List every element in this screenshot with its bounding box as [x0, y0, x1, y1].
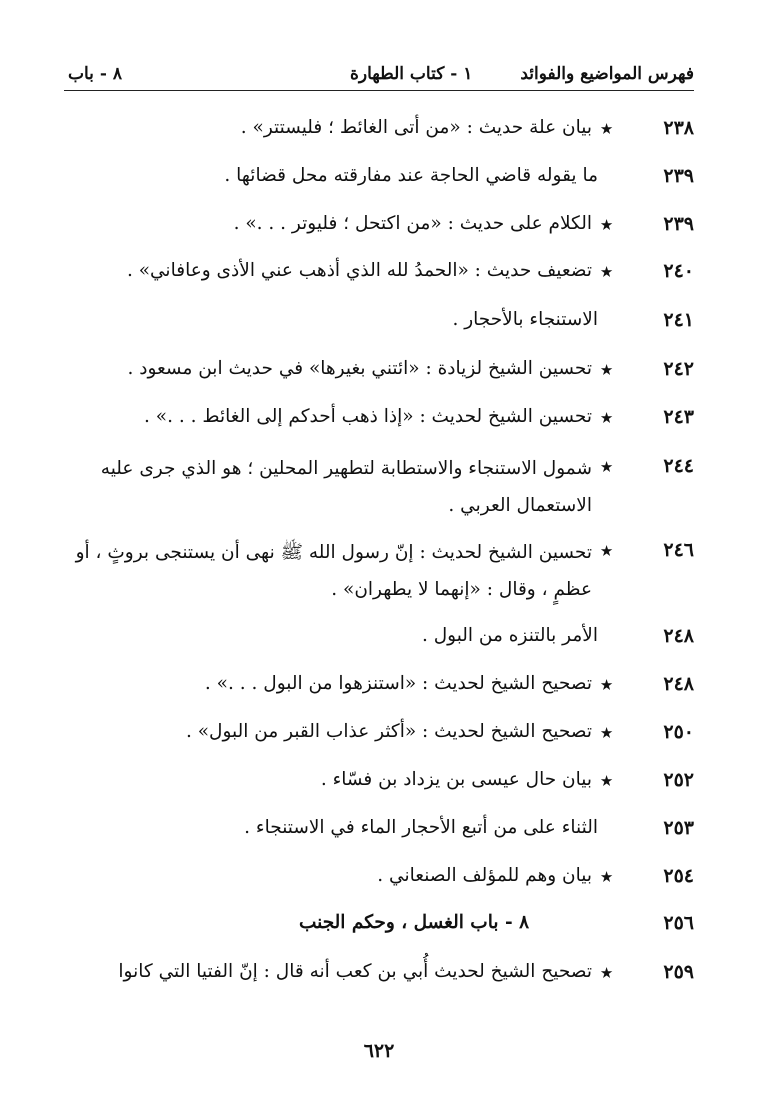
header-chapter-title: ٨ - باب: [68, 64, 122, 84]
entry-page-number: ٢٤٣: [663, 406, 694, 428]
star-marker-icon: ٭: [601, 768, 612, 792]
star-marker-icon: ٭: [601, 357, 612, 381]
entry-page-number: ٢٤٤: [663, 455, 694, 477]
entry-page-number: ٢٥٩: [663, 961, 694, 983]
section-heading: ٨ - باب الغسل ، وحكم الجنب: [298, 912, 529, 933]
entry-text: الكلام على حديث : «من اكتحل ؛ فليوتر . . .» .: [233, 213, 592, 234]
entry-text: الأمر بالتنزه من البول .: [421, 625, 598, 646]
entry-page-number: ٢٤٨: [663, 673, 694, 695]
star-marker-icon: ٭: [601, 720, 612, 744]
star-marker-icon: ٭: [601, 864, 612, 888]
entry-text: تضعيف حديث : «الحمدُ لله الذي أذهب عني الأذى وعافاني» .: [126, 260, 592, 281]
entry-text: الثناء على من أتبع الأحجار الماء في الاستنجاء .: [244, 817, 598, 838]
header-index-title: فهرس المواضيع والفوائد: [520, 64, 694, 84]
entry-page-number: ٢٥٤: [663, 865, 694, 887]
entry-text: تصحيح الشيخ لحديث : «استنزهوا من البول . . .» .: [204, 673, 592, 694]
star-marker-icon: ٭: [601, 405, 612, 429]
entry-page-number: ٢٤٢: [663, 358, 694, 380]
header-book-title: ١ - كتاب الطهارة: [350, 64, 473, 84]
entry-text: الاستنجاء بالأحجار .: [452, 309, 598, 330]
entry-page-number: ٢٤١: [663, 309, 694, 331]
star-marker-icon: ٭: [601, 538, 612, 562]
entry-page-number: ٢٤٦: [663, 539, 694, 561]
entry-page-number: ٢٣٩: [663, 213, 694, 235]
star-marker-icon: ٭: [601, 672, 612, 696]
entry-text: بيان علة حديث : «من أتى الغائط ؛ فليستتر» .: [240, 117, 592, 138]
entry-page-number: ٢٥٢: [663, 769, 694, 791]
entry-text: تحسين الشيخ لحديث : إنّ رسول الله ﷺ نهى أن يستنجى بروثٍ ، أو عظمٍ ، وقال : «إنهما لا يطهران» .: [75, 542, 592, 600]
entry-page-number: ٢٥٠: [663, 721, 694, 743]
entry-page-number: ٢٣٨: [663, 117, 694, 139]
entry-text: بيان وهم للمؤلف الصنعاني .: [377, 865, 592, 886]
entry-page-number: ٢٥٦: [663, 912, 694, 934]
entry-text: شمول الاستنجاء والاستطابة لتطهير المحلين ؛ هو الذي جرى عليه الاستعمال العربي .: [100, 458, 592, 516]
entry-text: تحسين الشيخ لحديث : «إذا ذهب أحدكم إلى الغائط . . .» .: [144, 406, 592, 427]
star-marker-icon: ٭: [601, 212, 612, 236]
entry-text: تصحيح الشيخ لحديث أُبي بن كعب أنه قال : إنّ الفتيا التي كانوا: [118, 961, 592, 982]
star-marker-icon: ٭: [601, 454, 612, 478]
entry-page-number: ٢٣٩: [663, 165, 694, 187]
star-marker-icon: ٭: [601, 259, 612, 283]
star-marker-icon: ٭: [601, 960, 612, 984]
entry-page-number: ٢٤٨: [663, 625, 694, 647]
entry-page-number: ٢٤٠: [663, 260, 694, 282]
entry-text: تصحيح الشيخ لحديث : «أكثر عذاب القبر من البول» .: [185, 721, 592, 742]
entry-text: بيان حال عيسى بن يزداد بن فسّاء .: [320, 769, 592, 790]
entry-text: تحسين الشيخ لزيادة : «ائتني بغيرها» في حديث ابن مسعود .: [127, 358, 592, 379]
star-marker-icon: ٭: [601, 116, 612, 140]
page-number: ٦٢٢: [363, 1040, 395, 1062]
entry-page-number: ٢٥٣: [663, 817, 694, 839]
entry-text: ما يقوله قاضي الحاجة عند مفارقته محل قضائها .: [224, 165, 598, 186]
